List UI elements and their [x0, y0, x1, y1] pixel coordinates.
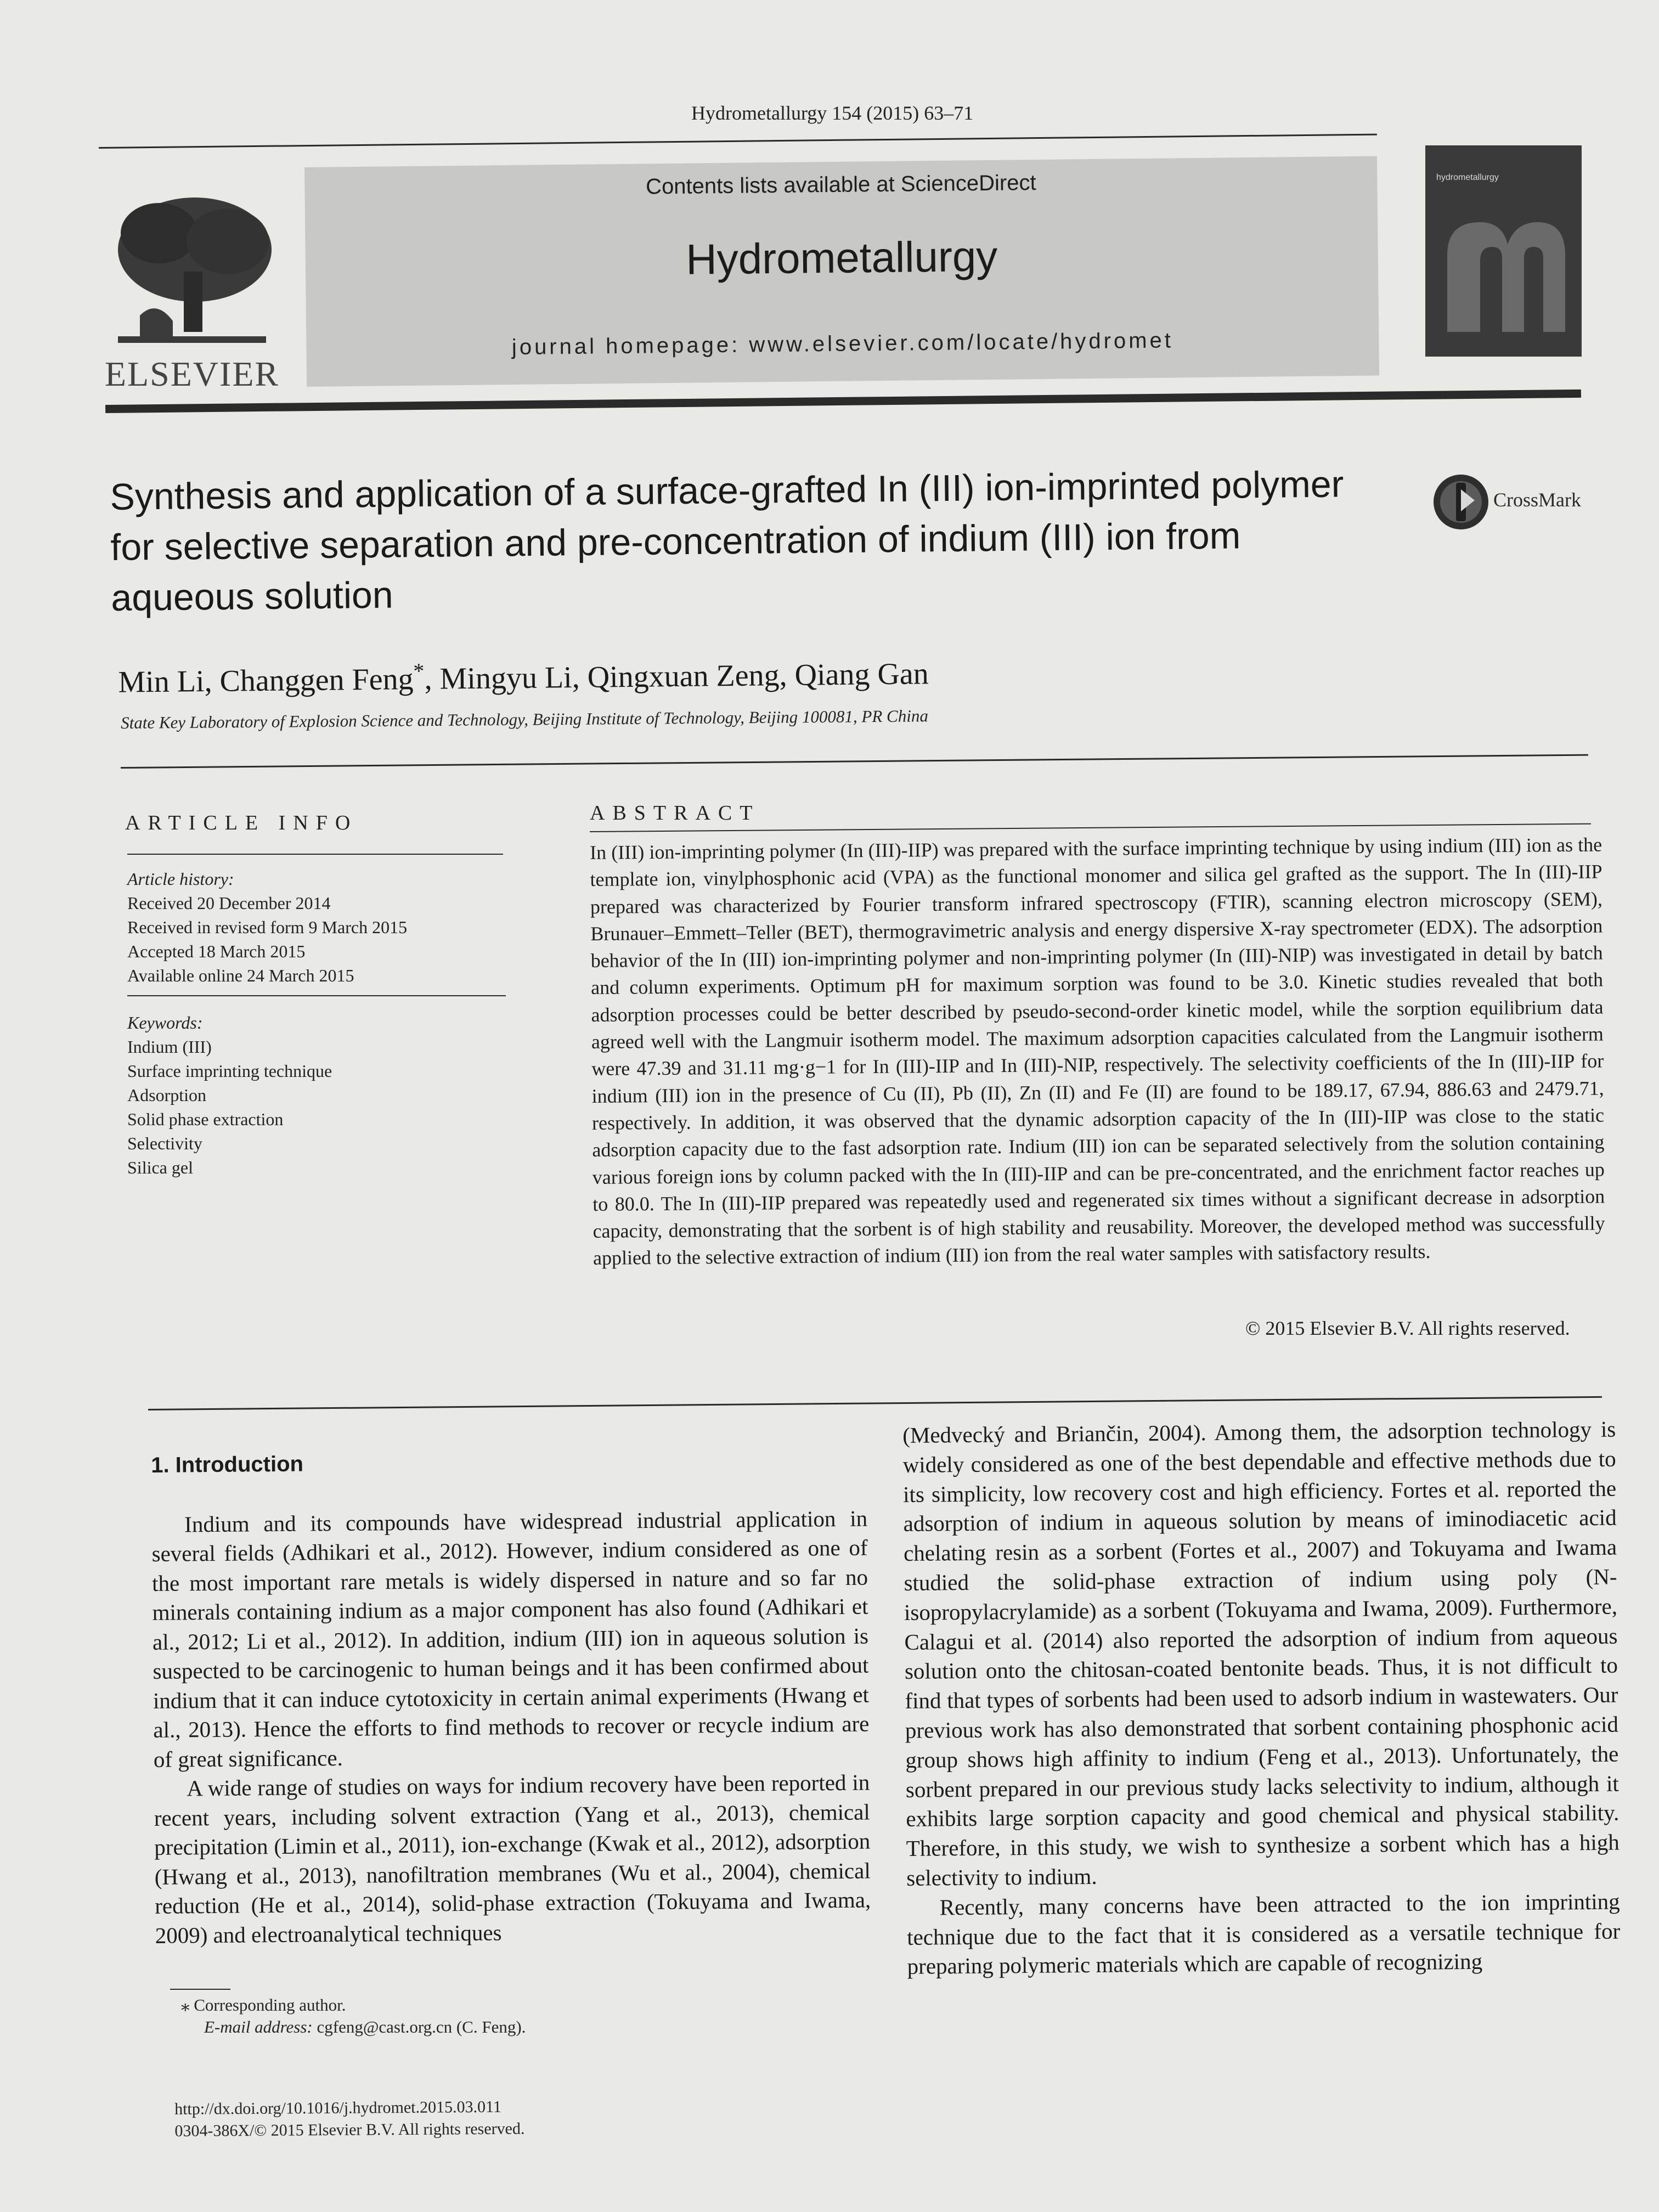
email-label: E-mail address:: [204, 2017, 313, 2036]
issn-copyright: 0304-386X/© 2015 Elsevier B.V. All rights reserved.: [174, 2119, 525, 2140]
cover-m-logo-icon: [1425, 145, 1582, 357]
keyword: Selectivity: [127, 1133, 202, 1153]
keywords-rule: [127, 995, 506, 996]
keyword: Solid phase extraction: [127, 1109, 284, 1129]
abstract-heading: ABSTRACT: [590, 802, 760, 825]
footnote: [181, 1994, 526, 2038]
journal-name: Hydrometallurgy: [685, 232, 998, 284]
article-history-label: Article history:: [127, 869, 234, 889]
intro-paragraph: Indium and its compounds have widespread industrial application in several fields (Adhikari et al., 2012). However, indium considered as one of the most important rare metals is widely dispersed in nature and so far no minerals containing indium as a major component has also found (Adhikari et al., 2012; Li et al., 2012). In addition, indium (III) ion in aqueous solution is suspected to be carcinogenic to human beings and it has been confirmed about indium that it can induce cytotoxicity in certain animal experiments (Hwang et al., 2013). Hence the efforts to find methods to recover or recycle indium are of great significance.: [151, 1505, 870, 1772]
article-info-heading: ARTICLE INFO: [125, 811, 358, 834]
corresponding-author-note: Corresponding author.: [194, 1995, 346, 2015]
abstract-copyright: © 2015 Elsevier B.V. All rights reserved.: [1245, 1317, 1570, 1339]
journal-reference: Hydrometallurgy 154 (2015) 63–71: [691, 102, 974, 124]
abstract-bottom-rule: [148, 1396, 1602, 1410]
keyword: Adsorption: [127, 1085, 206, 1105]
intro-paragraph: (Medvecký and Briančin, 2004). Among them, the adsorption technology is widely considered as one of the best dependable and effective methods due to its simplicity, low recovery cost and high efficiency. Fortes et al. reported the adsorption of indium in aqueous solution by means of iminodiacetic acid chelating resin as a sorbent (Fortes et al., 2007) and Tokuyama and Iwama studied the solid-phase extraction of indium using poly (N-isopropylacrylamide) as a sorbent (Tokuyama and Iwama, 2009). Furthermore, Calagui et al. (2014) also reported the adsorption of indium from aqueous solution onto the chitosan-coated bentonite beads. Thus, it is not difficult to find that types of sorbents had been used to adsorb indium in wastewaters. Our previous work has also demonstrated that sorbent containing phosphonic acid group shows high affinity to indium (Feng et al., 2013). Unfortunately, the sorbent prepared in our previous study lacks selectivity to indium, although it exhibits large sorption capacity and good chemical and physical stability. Therefore, in this study, we wish to synthesize a sorbent which has a high selectivity to indium.: [902, 1416, 1620, 1891]
elsevier-tree-icon: [107, 189, 277, 348]
history-received: Received 20 December 2014: [127, 893, 331, 913]
elsevier-logo: [101, 189, 283, 392]
intro-column-right: [902, 1415, 1621, 1982]
introduction-heading: 1. Introduction: [151, 1452, 304, 1477]
author-list: [118, 653, 929, 700]
contents-available-line: Contents lists available at ScienceDirect: [645, 171, 1036, 199]
abstract-text: In (III) ion-imprinting polymer (In (III)-IIP) was prepared with the surface imprinting technique by using indium (III) ion as the template ion, vinylphosphonic acid (VPA) as the functional monomer and silica gel grafted as the support. The In (III)-IIP prepared was characterized by Fourier transform infrared spectroscopy (FTIR), scanning electron microscopy (SEM), Brunauer–Emmett–Teller (BET), thermogravimetric analysis and energy dispersive X-ray spectrometer (EDX). The adsorption behavior of the In (III) ion-imprinting polymer and non-imprinting polymer (In (III)-NIP) was investigated in detail by batch and column experiments. Optimum pH for maximum sorption was found to be 3.0. Kinetic studies revealed that both adsorption processes could be better described by pseudo-second-order kinetic model, while the sorption equilibrium data agreed well with the Langmuir isotherm model. The maximum adsorption capacities calculated from the Langmuir isotherm were 47.39 and 31.11 mg·g−1 for In (III)-IIP and In (III)-NIP, respectively. The selectivity coefficients of the In (III)-IIP for indium (III) ion in the presence of Cu (II), Pb (II), Zn (II) and Fe (II) are found to be 189.17, 67.94, 886.63 and 2479.71, respectively. In addition, it was observed that the dynamic adsorption capacity of the In (III)-IIP was close to the static adsorption capacity due to the fast adsorption rate. Indium (III) ion can be separated selectively from the solution containing various foreign ions by column packed with the In (III)-IIP and can be pre-concentrated, and the enrichment factor reaches up to 80.0. The In (III)-IIP prepared was repeatedly used and regenerated six times without a significant decrease in adsorption capacity, demonstrating that the sorbent is of high stability and reusability. Moreover, the developed method was successfully applied to the selective extraction of indium (III) ion from the real water samples with satisfactory results.: [590, 833, 1605, 1269]
doi-block: [174, 2096, 525, 2142]
keywords-label: Keywords:: [127, 1013, 203, 1032]
elsevier-wordmark: ELSEVIER: [104, 354, 280, 393]
keyword: Surface imprinting technique: [127, 1061, 332, 1081]
footnote-rule: [170, 1989, 230, 1990]
crossmark-label: CrossMark: [1493, 489, 1581, 511]
header-thick-rule: [105, 390, 1581, 413]
history-accepted: Accepted 18 March 2015: [127, 941, 306, 961]
affiliation: State Key Laboratory of Explosion Science and Technology, Beijing Institute of Technology, Beijing 100081, PR China: [121, 706, 929, 732]
intro-paragraph: Recently, many concerns have been attracted to the ion imprinting technique due to the fact that it is considered as a versatile technique for preparing polymeric materials which are capable of recognizing: [907, 1888, 1621, 1979]
keyword: Indium (III): [127, 1037, 212, 1057]
journal-homepage: journal homepage: www.elsevier.com/locate/hydromet: [511, 328, 1174, 360]
journal-header-box: [304, 156, 1379, 387]
intro-column-left: [151, 1445, 871, 1950]
footnote-star: ⁎: [181, 1995, 190, 2015]
keyword: Silica gel: [127, 1158, 193, 1177]
top-thin-rule: [99, 134, 1377, 149]
affiliation-rule: [121, 754, 1588, 769]
article-title: Synthesis and application of a surface-grafted In (III) ion-imprinted polymer for selective separation and pre-concentration of indium (III) ion from aqueous solution: [110, 463, 1344, 619]
article-info-block: [127, 867, 511, 1180]
doi-link[interactable]: http://dx.doi.org/10.1016/j.hydromet.2015.03.011: [174, 2097, 502, 2118]
article-info-rule: [127, 854, 503, 855]
email-address[interactable]: cgfeng@cast.org.cn (C. Feng).: [317, 2017, 526, 2036]
cover-title: hydrometallurgy: [1436, 173, 1499, 182]
corresponding-author-star[interactable]: *: [413, 658, 425, 684]
crossmark-badge[interactable]: [1432, 473, 1607, 533]
author-names-rest: , Mingyu Li, Qingxuan Zeng, Qiang Gan: [424, 657, 929, 696]
crossmark-icon: [1432, 473, 1490, 531]
journal-cover-thumbnail: [1425, 145, 1582, 357]
intro-paragraph: A wide range of studies on ways for indium recovery have been reported in recent years, including solvent extraction (Yang et al., 2013), chemical precipitation (Limin et al., 2011), ion-exchange (Kwak et al., 2012), adsorption (Hwang et al., 2013), nanofiltration membranes (Wu et al., 2004), chemical reduction (He et al., 2014), solid-phase extraction (Tokuyama and Iwama, 2009) and electroanalytical techniques: [154, 1769, 871, 1948]
author-names: Min Li, Changgen Feng: [118, 662, 414, 699]
history-revised: Received in revised form 9 March 2015: [127, 917, 408, 937]
history-online: Available online 24 March 2015: [127, 966, 354, 985]
